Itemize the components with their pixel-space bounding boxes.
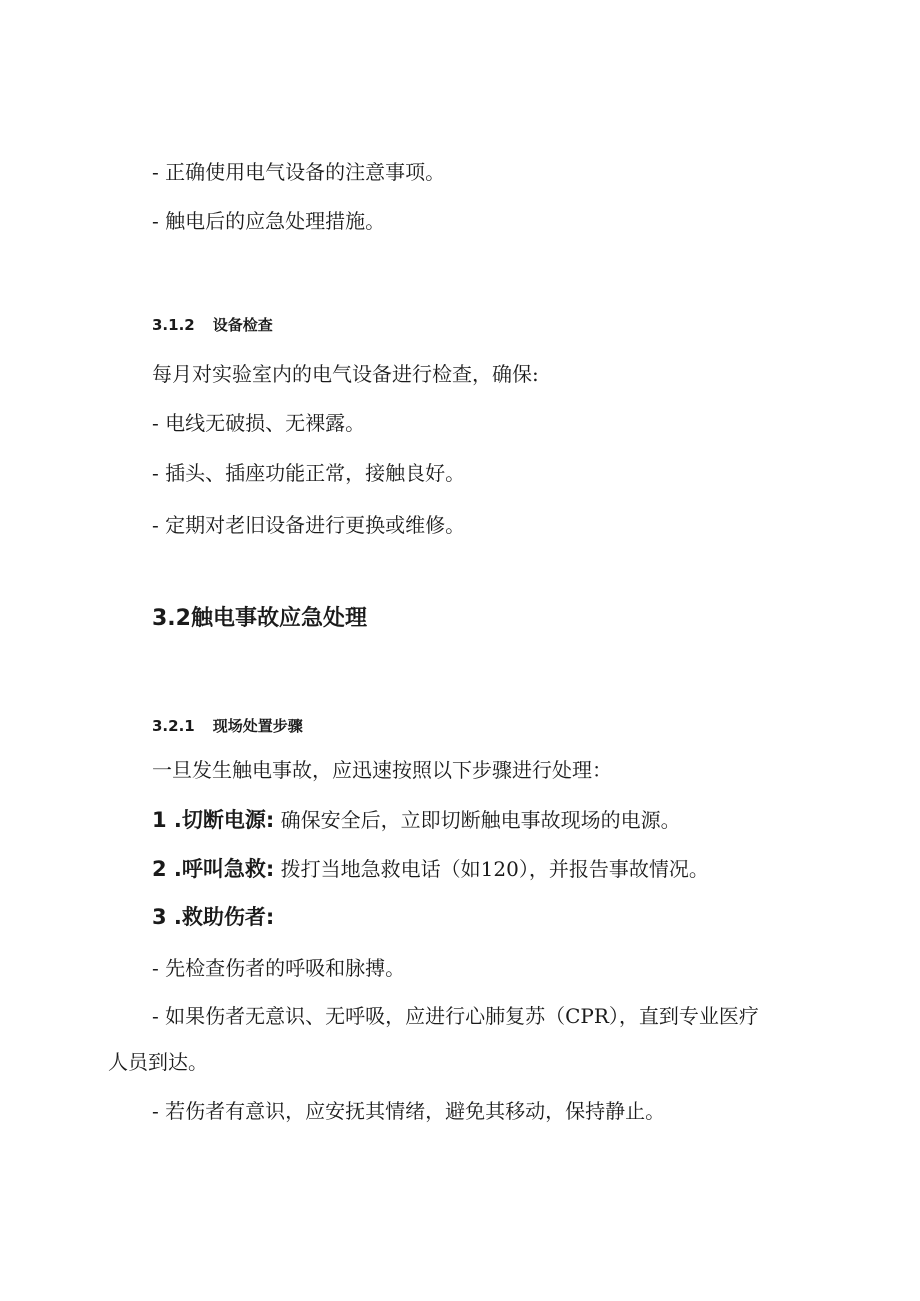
section-title: 设备检查 bbox=[212, 316, 273, 334]
bullet-item: - 电线无破损、无裸露。 bbox=[152, 411, 366, 435]
bullet-item: - 若伤者有意识，应安抚其情绪，避免其移动，保持静止。 bbox=[152, 1099, 666, 1123]
step-label: 2 .呼叫急救: bbox=[152, 857, 275, 881]
bullet-continuation: 人员到达。 bbox=[108, 1050, 208, 1074]
section-heading-3-1-2 bbox=[152, 315, 273, 335]
step-label: 1 .切断电源: bbox=[152, 808, 275, 832]
bullet-item: - 正确使用电气设备的注意事项。 bbox=[152, 160, 446, 184]
section-heading-3-2-1 bbox=[152, 716, 303, 736]
section-number: 3.2.1 bbox=[152, 717, 195, 735]
step-item bbox=[152, 807, 681, 833]
section-heading-3-2: 3.2触电事故应急处理 bbox=[152, 606, 367, 631]
bullet-item: - 先检查伤者的呼吸和脉搏。 bbox=[152, 956, 406, 980]
bullet-item: - 定期对老旧设备进行更换或维修。 bbox=[152, 513, 466, 537]
step-text: 拨打当地急救电话（如120），并报告事故情况。 bbox=[274, 857, 709, 881]
bullet-item: - 如果伤者无意识、无呼吸，应进行心肺复苏（CPR），直到专业医疗 bbox=[152, 1004, 759, 1028]
bullet-item: - 插头、插座功能正常，接触良好。 bbox=[152, 461, 466, 485]
step-item bbox=[152, 904, 274, 930]
step-label: 3 .救助伤者: bbox=[152, 905, 275, 929]
section-number: 3.1.2 bbox=[152, 316, 195, 334]
step-text: 确保安全后，立即切断触电事故现场的电源。 bbox=[274, 808, 681, 832]
section-title: 现场处置步骤 bbox=[212, 717, 303, 735]
paragraph: 每月对实验室内的电气设备进行检查，确保: bbox=[152, 362, 539, 386]
bullet-item: - 触电后的应急处理措施。 bbox=[152, 209, 386, 233]
paragraph: 一旦发生触电事故，应迅速按照以下步骤进行处理： bbox=[152, 758, 612, 782]
step-item bbox=[152, 856, 709, 882]
